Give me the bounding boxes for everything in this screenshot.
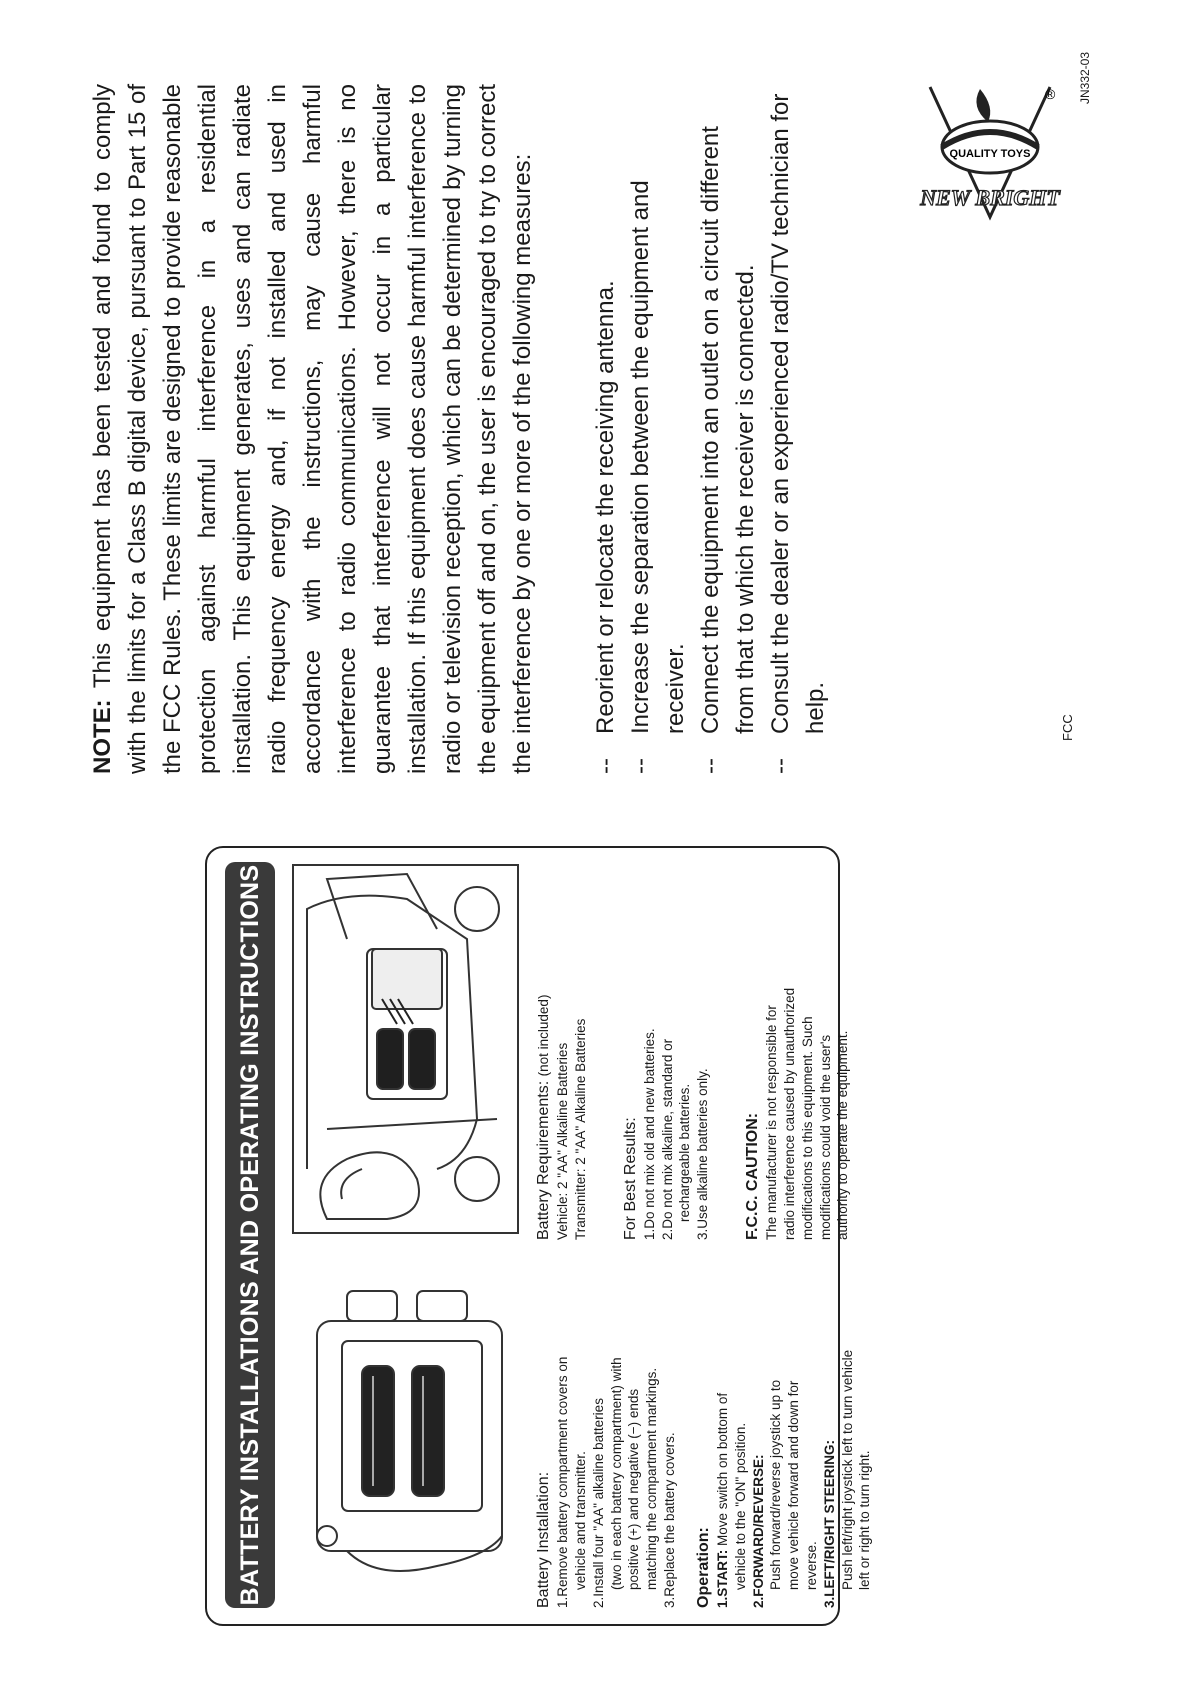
dash-marker: -- [767,758,794,774]
caution-line-1: The manufacturer is not responsible for [764,1005,780,1240]
logo-brand-text: NEW BRIGHT [920,185,1060,210]
list-item [623,84,693,774]
op-forward-line-2: move vehicle forward and down for [786,1380,802,1590]
req-vehicle: Vehicle: 2 "AA" Alkaline Batteries [555,1042,571,1240]
measure-text: Increase the separation between the equipment and receiver. [627,180,689,734]
fcc-caution-heading: F.C.C. CAUTION: [744,1112,762,1240]
measure-text: Connect the equipment into an outlet on a circuit different from that to which the receiver is connected. [697,126,759,734]
install-step-1: 1.Remove battery compartment covers on [555,1356,571,1608]
install-step-2-cont-b: positive (+) and negative (−) ends [626,1388,642,1590]
note-paragraph [85,84,540,774]
product-code: JN332-03 [1078,51,1092,104]
requirements-column [533,860,852,1240]
list-item [693,84,763,774]
op-start-label: 1.START: [714,1549,730,1608]
caution-line-4: modifications could void the user's [817,1034,833,1240]
install-step-2-cont-a: (two in each battery compartment) with [608,1357,624,1590]
measures-list [588,84,833,774]
caution-line-5: authority to operate the equipment. [835,1030,851,1240]
list-item [763,84,833,774]
new-bright-logo [915,32,1065,272]
best-line-2: 2.Do not mix alkaline, standard or [659,1038,675,1240]
op-start-text: Move switch on bottom of [714,1392,730,1546]
measure-text: Reorient or relocate the receiving antenna. [592,280,619,734]
caution-line-2: radio interference caused by unauthorized [782,987,798,1240]
list-item [588,84,623,774]
title-banner [225,862,275,1608]
dash-marker: -- [592,758,619,774]
op-forward-line-1: Push forward/reverse joystick up to [768,1379,784,1590]
op-forward-line-3: reverse. [803,1541,819,1590]
dash-marker: -- [627,758,654,774]
requirements-heading: Battery Requirements: [535,1080,552,1240]
best-line-3: 3.Use alkaline batteries only. [695,1068,711,1240]
best-line-2-cont: rechargeable batteries. [677,1083,693,1222]
measure-text: Consult the dealer or an experienced radio/TV technician for help. [767,93,829,734]
op-start-cont: vehicle to the "ON" position. [732,1422,748,1590]
fcc-note [85,84,833,774]
best-results-heading: For Best Results: [621,1117,639,1240]
operation-heading: Operation: [694,1527,712,1608]
op-steer-line-1: Push left/right joystick left to turn vehicle [839,1349,855,1590]
op-steer-label: 3.LEFT/RIGHT STEERING: [821,1439,837,1608]
dash-marker: -- [697,758,724,774]
vehicle-battery-illustration [287,859,522,1239]
note-body: This equipment has been tested and found to comply with the limits for a Class B digital device, pursuant to Part 15 of the FCC Rules. These limits are designed to provide reasonable protection against harmful interference in a residential installation. This equipment generates, uses and can radiate radio frequency energy and, if not installed and used in accordance with the instructions, may cause harmful interference to radio communications. However, there is no guarantee that interference will not occur in a particular installation. If this equipment does cause harmful interference to radio or television reception, which can be determined by turning the equipment off and on, the user is encouraged to try to correct the interference by one or more of the following measures: [89,84,536,774]
installation-operation-column [533,1258,874,1608]
install-step-2-cont-c: matching the compartment markings. [644,1367,660,1590]
requirements-note: (not included) [536,994,551,1077]
op-forward-label: 2.FORWARD/REVERSE: [750,1454,766,1608]
install-step-3: 3.Replace the battery covers. [661,1432,677,1608]
panel-title: BATTERY INSTALLATIONS AND OPERATING INSTRUCTIONS [235,864,264,1606]
best-line-1: 1.Do not mix old and new batteries. [641,1028,657,1240]
op-start [714,1258,732,1608]
note-label: NOTE: [89,699,116,774]
transmitter-battery-illustration [287,1276,522,1606]
instructions-panel [205,846,873,1626]
registered-mark: ® [1045,86,1056,102]
installation-heading: Battery Installation: [535,1471,552,1608]
op-steer-line-2: left or right to turn right. [857,1450,873,1590]
install-step-1-cont: vehicle and transmitter. [572,1451,588,1590]
logo-quality-text: QUALITY TOYS [949,148,1031,160]
fcc-page-label: FCC [1060,714,1075,741]
install-step-2: 2.Install four "AA" alkaline batteries [590,1398,606,1608]
caution-line-3: modifications to this equipment. Such [799,1016,815,1240]
req-transmitter: Transmitter: 2 "AA" Alkaline Batteries [572,1018,588,1240]
